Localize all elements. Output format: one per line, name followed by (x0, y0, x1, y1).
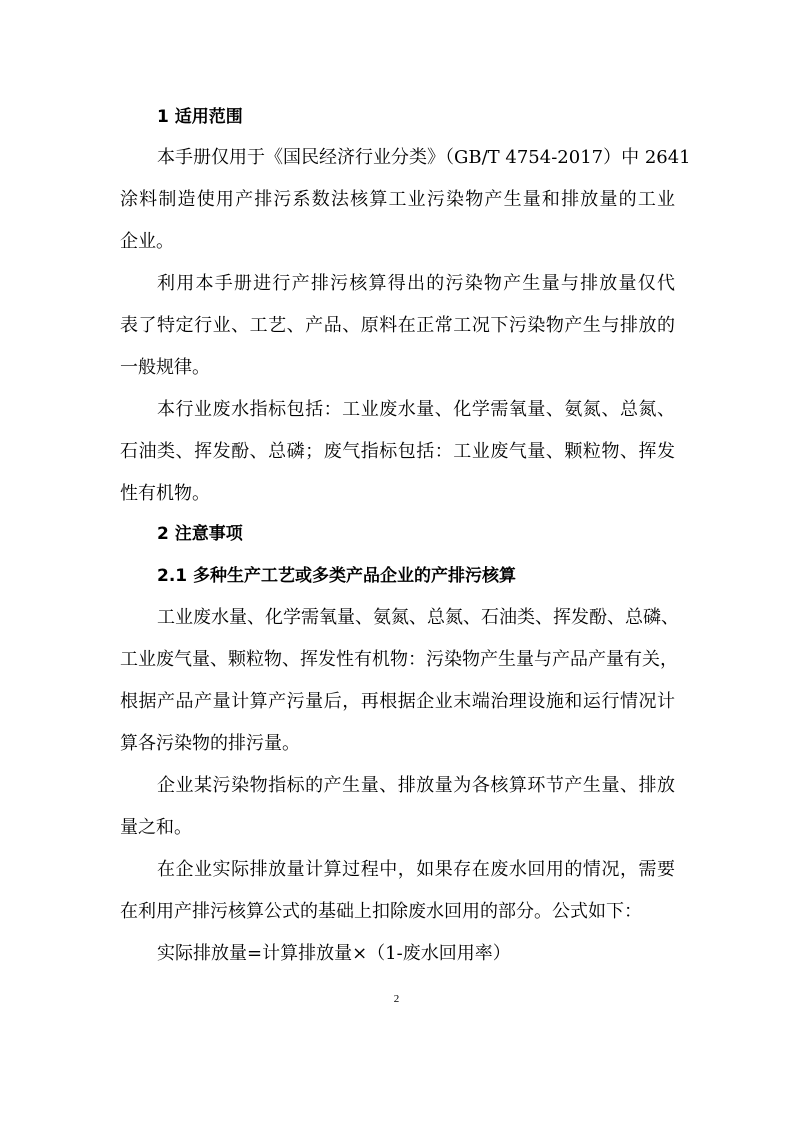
section-2-1-paragraph-2-line-1: 企业某污染物指标的产生量、排放量为各核算环节产生量、排放 (157, 775, 675, 796)
section-1-paragraph-2-line-2: 表了特定行业、工艺、产品、原料在正常工况下污染物产生与排放的 (120, 315, 675, 336)
section-1-paragraph-3-line-3: 性有机物。 (120, 483, 210, 504)
section-1-paragraph-1-line-1: 本手册仅用于《国民经济行业分类》（GB/T 4754-2017）中 2641 (157, 147, 691, 168)
section-1-paragraph-1-line-2: 涂料制造使用产排污系数法核算工业污染物产生量和排放量的工业 (120, 189, 675, 210)
formula-line: 实际排放量=计算排放量×（1-废水回用率） (157, 943, 511, 964)
section-2-1-paragraph-1-line-3: 根据产品产量计算产污量后，再根据企业末端治理设施和运行情况计 (120, 691, 675, 712)
section-1-heading: 1 适用范围 (157, 107, 243, 127)
section-2-1-paragraph-3-line-2: 在利用产排污核算公式的基础上扣除废水回用的部分。公式如下： (120, 901, 642, 922)
page-number: 2 (393, 993, 400, 1005)
section-2-1-paragraph-1-line-2: 工业废气量、颗粒物、挥发性有机物：污染物产生量与产品产量有关， (120, 649, 678, 670)
section-1-paragraph-3-line-1: 本行业废水指标包括：工业废水量、化学需氧量、氨氮、总氮、 (157, 399, 675, 420)
section-1-paragraph-2-line-1: 利用本手册进行产排污核算得出的污染物产生量与排放量仅代 (157, 273, 675, 294)
section-2-1-paragraph-2-line-2: 量之和。 (120, 817, 192, 838)
section-1-paragraph-3-line-2: 石油类、挥发酚、总磷；废气指标包括：工业废气量、颗粒物、挥发 (120, 441, 675, 462)
section-1-paragraph-1-line-3: 企业。 (120, 231, 174, 252)
section-1-paragraph-2-line-3: 一般规律。 (120, 357, 210, 378)
section-2-1-paragraph-3-line-1: 在企业实际排放量计算过程中，如果存在废水回用的情况，需要 (157, 859, 675, 880)
section-2-heading: 2 注意事项 (157, 524, 243, 544)
section-2-1-paragraph-1-line-4: 算各污染物的排污量。 (120, 733, 300, 754)
section-2-1-heading: 2.1 多种生产工艺或多类产品企业的产排污核算 (157, 566, 517, 586)
section-2-1-paragraph-1-line-1: 工业废水量、化学需氧量、氨氮、总氮、石油类、挥发酚、总磷、 (157, 607, 679, 628)
